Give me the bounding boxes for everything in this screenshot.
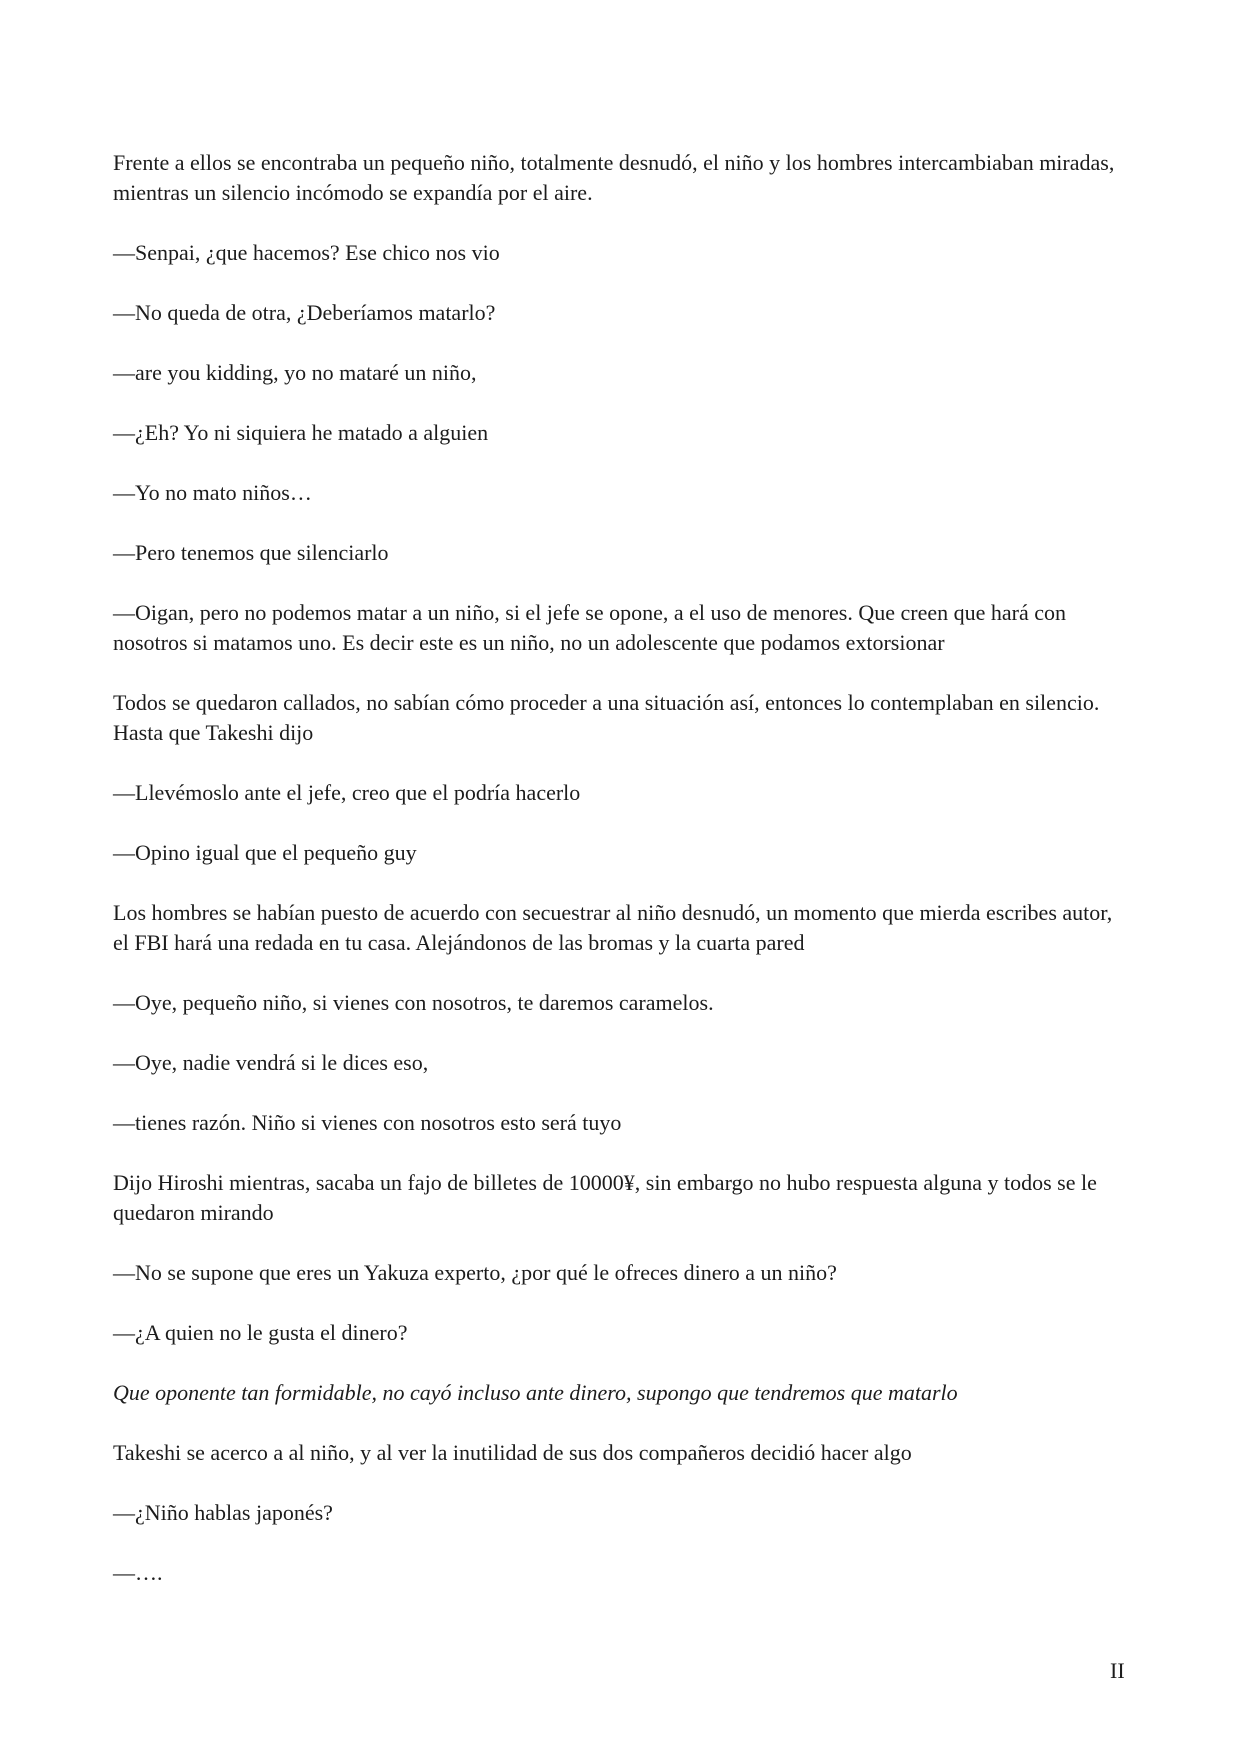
narration-paragraph: Takeshi se acerco a al niño, y al ver la inutilidad de sus dos compañeros decidió hacer algo xyxy=(113,1440,912,1465)
dialogue-line: —Yo no mato niños… xyxy=(113,480,312,505)
dialogue-line: —tienes razón. Niño si vienes con nosotros esto será tuyo xyxy=(113,1110,622,1135)
dialogue-line: —are you kidding, yo no mataré un niño, xyxy=(113,360,477,385)
narration-paragraph: Todos se quedaron callados, no sabían cómo proceder a una situación así, entonces lo contemplaban en silencio. Hasta que Takeshi dijo xyxy=(113,690,1100,745)
dialogue-line: —Llevémoslo ante el jefe, creo que el podría hacerlo xyxy=(113,780,581,805)
dialogue-line: —Oye, nadie vendrá si le dices eso, xyxy=(113,1050,429,1075)
dialogue-line: —Opino igual que el pequeño guy xyxy=(113,840,417,865)
inner-thought-paragraph: Que oponente tan formidable, no cayó incluso ante dinero, supongo que tendremos que matarlo xyxy=(113,1380,958,1405)
dialogue-line: —¿Eh? Yo ni siquiera he matado a alguien xyxy=(113,420,489,445)
dialogue-line: —Oye, pequeño niño, si vienes con nosotros, te daremos caramelos. xyxy=(113,990,714,1015)
dialogue-line: —No se supone que eres un Yakuza experto, ¿por qué le ofreces dinero a un niño? xyxy=(113,1260,837,1285)
dialogue-line: —Senpai, ¿que hacemos? Ese chico nos vio xyxy=(113,240,500,265)
dialogue-line: —¿Niño hablas japonés? xyxy=(113,1500,333,1525)
narration-paragraph: Los hombres se habían puesto de acuerdo con secuestrar al niño desnudó, un momento que mierda escribes autor, el FBI hará una redada en tu casa. Alejándonos de las bromas y la cuarta pared xyxy=(113,900,1113,955)
dialogue-line: —¿A quien no le gusta el dinero? xyxy=(113,1320,408,1345)
narration-paragraph: Frente a ellos se encontraba un pequeño niño, totalmente desnudó, el niño y los hombres intercambiaban miradas, mientras un silencio incómodo se expandía por el aire. xyxy=(113,150,1115,205)
narration-paragraph: Dijo Hiroshi mientras, sacaba un fajo de billetes de 10000¥, sin embargo no hubo respuesta alguna y todos se le quedaron mirando xyxy=(113,1170,1097,1225)
dialogue-line: —No queda de otra, ¿Deberíamos matarlo? xyxy=(113,300,496,325)
document-body xyxy=(113,148,1133,1618)
page-number: II xyxy=(1110,1658,1125,1683)
dialogue-line: —Oigan, pero no podemos matar a un niño, si el jefe se opone, a el uso de menores. Que creen que hará con nosotros si matamos uno. Es decir este es un niño, no un adolescente que podamos extorsionar xyxy=(113,600,1067,655)
dialogue-line: —…. xyxy=(113,1560,163,1585)
dialogue-line: —Pero tenemos que silenciarlo xyxy=(113,540,389,565)
